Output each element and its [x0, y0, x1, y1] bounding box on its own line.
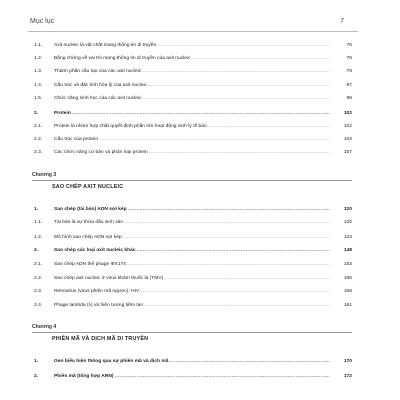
toc-row-page: 156	[343, 276, 352, 281]
toc-row-page: 148	[343, 248, 352, 253]
toc-row-number: 2.4.	[34, 303, 43, 308]
toc-row-number: 2.1.	[34, 124, 43, 129]
toc-row-number: 1.3.	[34, 69, 43, 74]
toc-row-page: 158	[343, 289, 352, 294]
chapter-title: PHIÊN MÃ VÀ DỊCH MÃ DI TRUYỀN	[52, 336, 149, 342]
toc-row-title: Thành phần cấu tạo của các axit nucleic	[54, 69, 142, 74]
toc-row-page: 161	[343, 303, 352, 308]
toc-row-title: Chức năng sinh học của các axit nucleic	[54, 96, 142, 101]
header-title: Mục lục	[30, 18, 55, 25]
toc-row	[34, 109, 352, 119]
header-divider	[28, 31, 358, 32]
toc-row	[34, 41, 352, 51]
toc-row	[34, 205, 352, 215]
toc-row-title: Sao chép axit nucleic ở virus khảm thuốc lá (TMV)	[54, 276, 164, 281]
toc-row-number: 1.	[34, 359, 39, 364]
chapter-divider	[32, 332, 352, 333]
toc-row-number: 2.	[34, 374, 39, 379]
toc-row-page: 102	[343, 124, 352, 129]
toc-row-number: 2.2.	[34, 137, 43, 142]
toc-row-title: Sao chép ADN thể phage ΦX174	[54, 262, 126, 267]
chapter-label: Chương 3	[32, 172, 57, 178]
toc-row-page: 153	[343, 262, 352, 267]
toc-row-page: 76	[346, 56, 352, 61]
toc-row-number: 1.2.	[34, 235, 43, 240]
toc-row-number: 1.4.	[34, 83, 43, 88]
toc-row-title: Cấu trúc và đặc tính hóa lý của axit nucleic	[54, 83, 147, 88]
toc-row-page: 172	[343, 374, 352, 379]
toc-row-page: 103	[343, 137, 352, 142]
toc-row-title: Bằng chứng về vai trò mang thông tin di truyền của axit nucleic	[54, 56, 191, 61]
toc-row-number: 1.5.	[34, 96, 43, 101]
toc-row	[34, 274, 352, 284]
toc-row-title: Các chức năng cơ bản và phân loại protein	[54, 150, 148, 155]
toc-row	[34, 148, 352, 158]
toc-row-title: Gen biểu hiện thông qua sự phiên mã và dịch mã	[54, 359, 169, 364]
toc-row	[34, 67, 352, 77]
toc-row	[34, 301, 352, 311]
chapter-title: SAO CHÉP AXIT NUCLEIC	[52, 184, 124, 190]
toc-row-page: 170	[343, 359, 352, 364]
toc-row	[34, 54, 352, 64]
page-number: 7	[340, 18, 344, 25]
toc-row	[34, 81, 352, 91]
toc-row	[34, 233, 352, 243]
toc-row-number: 2.3.	[34, 289, 43, 294]
toc-row	[34, 287, 352, 297]
toc-row	[34, 218, 352, 228]
toc-row-page: 98	[346, 96, 352, 101]
toc-row-number: 1.2.	[34, 56, 43, 61]
toc-row-number: 1.1.	[34, 220, 43, 225]
toc-row-page: 87	[346, 83, 352, 88]
toc-row	[34, 122, 352, 132]
toc-row-number: 2.2.	[34, 276, 43, 281]
chapter-divider	[32, 180, 352, 181]
toc-row-title: Cấu trúc của protein	[54, 137, 99, 142]
toc-row-number: 2.	[34, 248, 39, 253]
toc-row-number: 2.	[34, 111, 39, 116]
toc-row	[34, 357, 352, 367]
toc-row-title: Sao chép các loại axit nucleic khác	[54, 248, 136, 253]
toc-row-title: Phiên mã (tổng hợp ARN)	[54, 374, 114, 379]
toc-row-number: 2.3.	[34, 150, 43, 155]
toc-row	[34, 94, 352, 104]
toc-row-title: Phage lambda (λ) và hiện tượng tiềm tan	[54, 303, 144, 308]
toc-row-title: Tái bản là sự thừa dẫu sinh sản	[54, 220, 124, 225]
toc-row	[34, 246, 352, 256]
chapter-label: Chương 4	[32, 324, 57, 330]
toc-row-page: 120	[343, 220, 352, 225]
toc-row-number: 1.1.	[34, 43, 43, 48]
toc-row-page: 120	[343, 207, 352, 212]
toc-row	[34, 135, 352, 145]
toc-row-title: Protein là nhóm hợp chất quyết định phần lớn hoạt động sinh lý tế bào	[54, 124, 207, 129]
toc-row	[34, 372, 352, 382]
page-header	[28, 14, 358, 30]
toc-row-title: Mô hình sao chép ADN sợi kép	[54, 235, 122, 240]
toc-row-page: 79	[346, 69, 352, 74]
toc-row-title: Retrovirus (virus phiên mã ngược): HIV	[54, 289, 140, 294]
toc-row-page: 102	[343, 111, 352, 116]
toc-row-title: Axit nucleic là vật chất mang thông tin di truyền	[54, 43, 157, 48]
toc-row-number: 1.	[34, 207, 39, 212]
toc-row-title: Protein	[54, 111, 71, 116]
toc-row-title: Sao chép (tái bản) ADN sợi kép	[54, 207, 127, 212]
toc-row-page: 107	[343, 150, 352, 155]
toc-row	[34, 260, 352, 270]
toc-row-page: 123	[343, 235, 352, 240]
toc-row-number: 2.1.	[34, 262, 43, 267]
toc-row-page: 76	[346, 43, 352, 48]
